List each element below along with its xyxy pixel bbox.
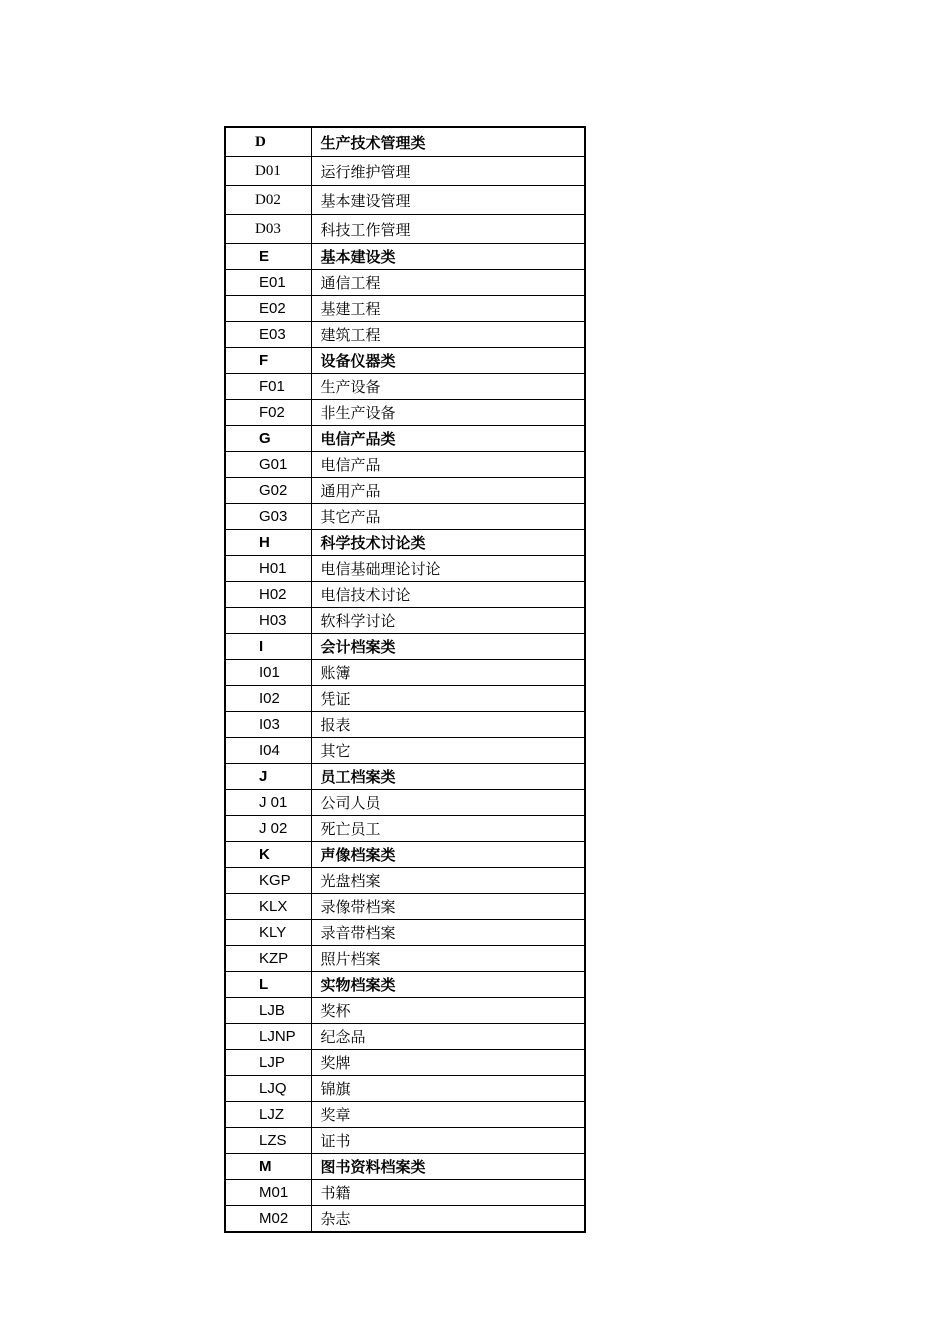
item-code: I04 [225,738,311,764]
archive-classification-table [224,126,586,1233]
table-row [225,186,585,215]
table-row [225,608,585,634]
table-row [225,1076,585,1102]
item-code: E03 [225,322,311,348]
item-name: 公司人员 [311,790,585,816]
category-name: 电信产品类 [311,426,585,452]
table-body [225,127,585,1232]
item-name: 生产设备 [311,374,585,400]
category-row [225,634,585,660]
item-code: LJQ [225,1076,311,1102]
item-name: 报表 [311,712,585,738]
item-name: 杂志 [311,1206,585,1233]
item-code: E01 [225,270,311,296]
table-row [225,868,585,894]
table-row [225,1128,585,1154]
item-code: D02 [225,186,311,215]
item-code: D01 [225,157,311,186]
item-name: 其它产品 [311,504,585,530]
category-code: G [225,426,311,452]
item-name: 照片档案 [311,946,585,972]
item-code: D03 [225,215,311,244]
table-row [225,1180,585,1206]
table-row [225,1102,585,1128]
category-row [225,972,585,998]
table-row [225,504,585,530]
item-code: G01 [225,452,311,478]
item-name: 通信工程 [311,270,585,296]
item-name: 奖杯 [311,998,585,1024]
table-row [225,374,585,400]
category-code: E [225,244,311,270]
category-name: 实物档案类 [311,972,585,998]
category-name: 科学技术讨论类 [311,530,585,556]
item-code: G02 [225,478,311,504]
category-code: I [225,634,311,660]
category-row [225,426,585,452]
category-code: F [225,348,311,374]
table-row [225,1050,585,1076]
item-code: G03 [225,504,311,530]
table-row [225,400,585,426]
item-code: M02 [225,1206,311,1233]
item-code: F02 [225,400,311,426]
item-code: I02 [225,686,311,712]
item-name: 录音带档案 [311,920,585,946]
table-row [225,452,585,478]
item-code: F01 [225,374,311,400]
table-row [225,1206,585,1233]
category-row [225,244,585,270]
item-code: E02 [225,296,311,322]
item-code: H03 [225,608,311,634]
table-row [225,712,585,738]
category-name: 生产技术管理类 [311,127,585,157]
table-row [225,738,585,764]
category-name: 员工档案类 [311,764,585,790]
item-name: 运行维护管理 [311,157,585,186]
item-name: 书籍 [311,1180,585,1206]
item-name: 电信基础理论讨论 [311,556,585,582]
table-row [225,157,585,186]
item-name: 录像带档案 [311,894,585,920]
item-code: KLY [225,920,311,946]
table-row [225,894,585,920]
table-row [225,215,585,244]
category-name: 设备仪器类 [311,348,585,374]
item-name: 死亡员工 [311,816,585,842]
table-row [225,322,585,348]
item-code: LJZ [225,1102,311,1128]
table-row [225,920,585,946]
item-code: H01 [225,556,311,582]
item-name: 奖牌 [311,1050,585,1076]
category-code: D [225,127,311,157]
category-row [225,127,585,157]
item-code: J 01 [225,790,311,816]
table-row [225,296,585,322]
item-code: KLX [225,894,311,920]
category-name: 会计档案类 [311,634,585,660]
item-code: H02 [225,582,311,608]
table-row [225,946,585,972]
item-code: KGP [225,868,311,894]
item-name: 电信技术讨论 [311,582,585,608]
table-row [225,556,585,582]
item-name: 证书 [311,1128,585,1154]
item-code: I03 [225,712,311,738]
item-name: 电信产品 [311,452,585,478]
category-name: 声像档案类 [311,842,585,868]
item-name: 其它 [311,738,585,764]
category-code: M [225,1154,311,1180]
table-row [225,582,585,608]
item-name: 奖章 [311,1102,585,1128]
table-row [225,790,585,816]
category-row [225,842,585,868]
table-row [225,270,585,296]
category-row [225,530,585,556]
category-name: 基本建设类 [311,244,585,270]
item-code: KZP [225,946,311,972]
item-code: LJB [225,998,311,1024]
item-name: 锦旗 [311,1076,585,1102]
item-name: 建筑工程 [311,322,585,348]
table-row [225,998,585,1024]
item-name: 凭证 [311,686,585,712]
table-row [225,1024,585,1050]
item-name: 通用产品 [311,478,585,504]
item-name: 非生产设备 [311,400,585,426]
table-row [225,816,585,842]
item-name: 光盘档案 [311,868,585,894]
category-code: J [225,764,311,790]
item-code: LJNP [225,1024,311,1050]
category-code: L [225,972,311,998]
item-code: J 02 [225,816,311,842]
category-name: 图书资料档案类 [311,1154,585,1180]
item-code: LZS [225,1128,311,1154]
item-name: 纪念品 [311,1024,585,1050]
category-row [225,764,585,790]
item-name: 基建工程 [311,296,585,322]
table-row [225,686,585,712]
category-row [225,1154,585,1180]
category-row [225,348,585,374]
item-code: M01 [225,1180,311,1206]
category-code: H [225,530,311,556]
item-name: 科技工作管理 [311,215,585,244]
item-name: 账簿 [311,660,585,686]
table-row [225,478,585,504]
item-name: 基本建设管理 [311,186,585,215]
table-row [225,660,585,686]
item-name: 软科学讨论 [311,608,585,634]
item-code: LJP [225,1050,311,1076]
item-code: I01 [225,660,311,686]
category-code: K [225,842,311,868]
